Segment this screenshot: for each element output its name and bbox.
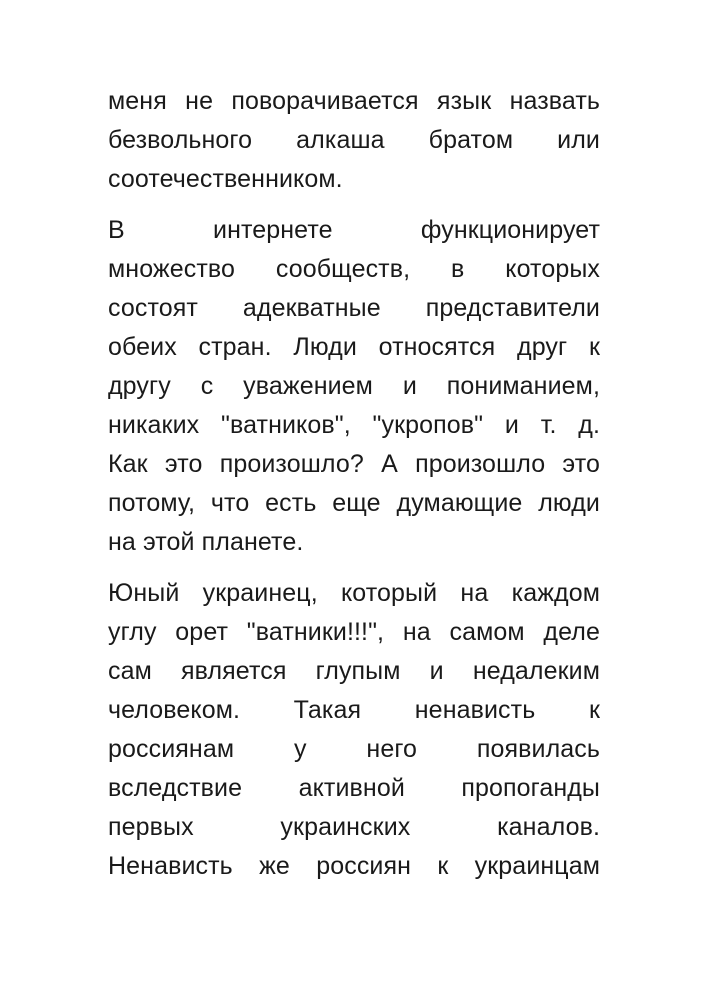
text-line: первых украинских каналов.: [108, 813, 600, 841]
text-line: состоят адекватные представители: [108, 294, 600, 322]
text-line: сам является глупым и недалеким: [108, 657, 600, 685]
text-line: Как это произошло? А произошло это: [108, 450, 600, 478]
text-line: россиянам у него появилась: [108, 735, 600, 763]
paragraph-2: [108, 211, 600, 562]
text-line: обеих стран. Люди относятся друг к: [108, 333, 600, 361]
text-line: потому, что есть еще думающие люди: [108, 489, 600, 517]
text-line: Юный украинец, который на каждом: [108, 579, 600, 607]
text-line: другу с уважением и пониманием,: [108, 372, 600, 400]
text-line: Ненависть же россиян к украинцам: [108, 852, 600, 880]
document-page: [108, 82, 600, 898]
text-line: вследствие активной пропоганды: [108, 774, 600, 802]
text-line: человеком. Такая ненависть к: [108, 696, 600, 724]
text-line: на этой планете.: [108, 528, 304, 556]
text-line: множество сообществ, в которых: [108, 255, 600, 283]
text-line: безвольного алкаша братом или: [108, 126, 600, 154]
text-line: соотечественником.: [108, 165, 343, 193]
text-line: никаких "ватников", "укропов" и т. д.: [108, 411, 600, 439]
paragraph-1: [108, 82, 600, 199]
text-line: В интернете функционирует: [108, 216, 600, 244]
text-line: меня не поворачивается язык назвать: [108, 87, 600, 115]
text-line: углу орет "ватники!!!", на самом деле: [108, 618, 600, 646]
paragraph-3: [108, 574, 600, 886]
